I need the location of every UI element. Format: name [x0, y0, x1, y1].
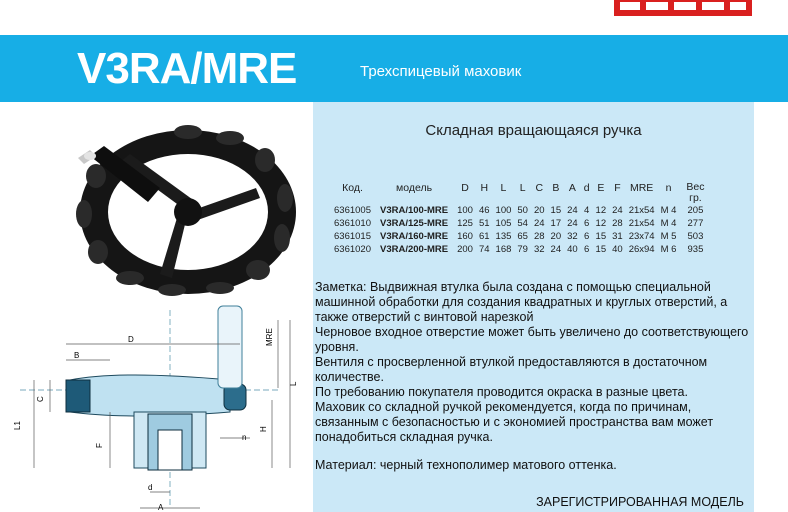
cell-value: 28: [533, 231, 545, 242]
cell-model: V3RA/160-MRE: [379, 231, 449, 242]
cell-value: M 5: [660, 231, 677, 242]
dim-label-f: F: [95, 443, 104, 448]
cell-value: 12: [595, 205, 607, 216]
cell-value: M 6: [660, 244, 677, 255]
cell-code: 6361015: [334, 231, 371, 242]
panel-title: Складная вращающаяся ручка: [425, 122, 642, 139]
cell-value: 24: [612, 205, 623, 216]
cell-value: 20: [550, 231, 562, 242]
brand-logo: [614, 0, 752, 16]
cell-code: 6361020: [334, 244, 371, 255]
col-header: d: [583, 182, 590, 194]
cell-value: 277: [687, 218, 704, 229]
info-panel: [313, 102, 754, 512]
cell-value: 40: [567, 244, 578, 255]
cell-value: 15: [595, 244, 607, 255]
cell-code: 6361005: [334, 205, 371, 216]
cell-value: 32: [533, 244, 545, 255]
cell-value: 26x94: [628, 244, 655, 255]
dim-label-n: n: [242, 433, 247, 442]
registered-model-label: ЗАРЕГИСТРИРОВАННАЯ МОДЕЛЬ: [536, 495, 744, 509]
dim-label-l1: L1: [13, 421, 22, 430]
cell-value: 24: [533, 218, 545, 229]
col-header: L: [519, 182, 526, 194]
dim-label-b: B: [74, 351, 80, 360]
spec-table: [331, 182, 711, 256]
cell-value: 105: [495, 218, 512, 229]
cell-value: 100: [457, 205, 473, 216]
table-header-row: [331, 182, 711, 204]
cell-value: 12: [595, 218, 607, 229]
col-header: Код.: [342, 182, 363, 194]
table-row: [331, 204, 711, 217]
col-header: C: [535, 182, 544, 194]
cell-model: V3RA/125-MRE: [379, 218, 449, 229]
note-paragraph: Маховик со складной ручкой рекомендуется, когда по причинам, связанным с безопасностью и с экономией пространства вам может понадобиться складная ручка.: [315, 400, 714, 444]
note-paragraph: Вентиля с просверленной втулкой предоставляются в достаточном количестве.: [315, 355, 708, 384]
cell-value: 6: [583, 231, 590, 242]
table-row: [331, 243, 711, 256]
cell-value: 21x54: [628, 218, 655, 229]
dim-label-d-upper: D: [128, 335, 134, 344]
cell-value: 17: [550, 218, 562, 229]
dim-label-a: A: [158, 503, 164, 512]
cell-value: 79: [517, 244, 528, 255]
col-header: E: [597, 182, 605, 194]
cell-value: 50: [517, 205, 528, 216]
dim-label-d-lower: d: [148, 483, 153, 492]
cell-value: 46: [478, 205, 490, 216]
cell-value: M 4: [660, 205, 677, 216]
title-banner: [0, 35, 788, 102]
col-header: B: [552, 182, 560, 194]
cell-value: 24: [567, 205, 578, 216]
cell-value: 65: [517, 231, 528, 242]
cell-value: 160: [457, 231, 473, 242]
col-header: Вес гр.: [686, 181, 705, 204]
cell-value: 51: [478, 218, 490, 229]
cell-value: 15: [595, 231, 607, 242]
cell-code: 6361010: [334, 218, 371, 229]
technical-drawing: [10, 300, 308, 512]
col-header: F: [614, 182, 621, 194]
cell-value: 74: [478, 244, 490, 255]
cell-model: V3RA/200-MRE: [379, 244, 449, 255]
model-title: V3RA/MRE: [77, 44, 297, 93]
dim-label-l: L: [289, 381, 298, 386]
cell-value: 125: [457, 218, 473, 229]
col-header: L: [500, 182, 507, 194]
cell-value: 23x74: [628, 231, 655, 242]
cell-value: 54: [517, 218, 528, 229]
col-header: A: [568, 182, 576, 194]
dim-label-h: H: [259, 426, 268, 432]
note-paragraph: Черновое входное отверстие может быть увеличено до соответствующего уровня.: [315, 325, 749, 354]
cell-value: 205: [687, 205, 704, 216]
product-subtitle: Трехспицевый маховик: [360, 63, 522, 80]
cell-value: 40: [612, 244, 623, 255]
cell-value: 168: [495, 244, 512, 255]
note-label: Заметка:: [315, 280, 367, 294]
cell-value: 31: [612, 231, 623, 242]
cell-value: 15: [550, 205, 562, 216]
product-photo: [60, 118, 300, 298]
cell-value: 200: [457, 244, 473, 255]
col-header: модель: [396, 182, 433, 194]
cell-value: 21x54: [628, 205, 655, 216]
dim-label-mre: MRE: [265, 328, 274, 346]
notes-block: [315, 280, 751, 445]
cell-value: 6: [583, 244, 590, 255]
col-header: H: [480, 182, 489, 194]
col-header: n: [665, 182, 672, 194]
note-paragraph: По требованию покупателя проводится окраска в разные цвета.: [315, 385, 688, 399]
cell-value: 24: [550, 244, 562, 255]
col-header: D: [461, 182, 469, 194]
cell-value: 6: [583, 218, 590, 229]
dim-label-c: C: [36, 396, 45, 402]
cell-value: 135: [495, 231, 512, 242]
cell-value: M 4: [660, 218, 677, 229]
cell-value: 4: [583, 205, 590, 216]
col-header: MRE: [629, 182, 654, 194]
table-row: [331, 217, 711, 230]
cell-value: 935: [687, 244, 704, 255]
cell-value: 20: [533, 205, 545, 216]
cell-value: 28: [612, 218, 623, 229]
cell-model: V3RA/100-MRE: [379, 205, 449, 216]
table-row: [331, 230, 711, 243]
cell-value: 100: [495, 205, 512, 216]
cell-value: 24: [567, 218, 578, 229]
cell-value: 32: [567, 231, 578, 242]
material-note: Материал: черный технополимер матового оттенка.: [315, 458, 617, 472]
cell-value: 503: [687, 231, 704, 242]
note-paragraph: [315, 280, 751, 325]
cell-value: 61: [478, 231, 490, 242]
note-text: Выдвижная втулка была создана с помощью специальной машинной обработки для создания квадратных и круглых отверстий, а также отверстий с винтовой нарезкой: [315, 280, 728, 324]
